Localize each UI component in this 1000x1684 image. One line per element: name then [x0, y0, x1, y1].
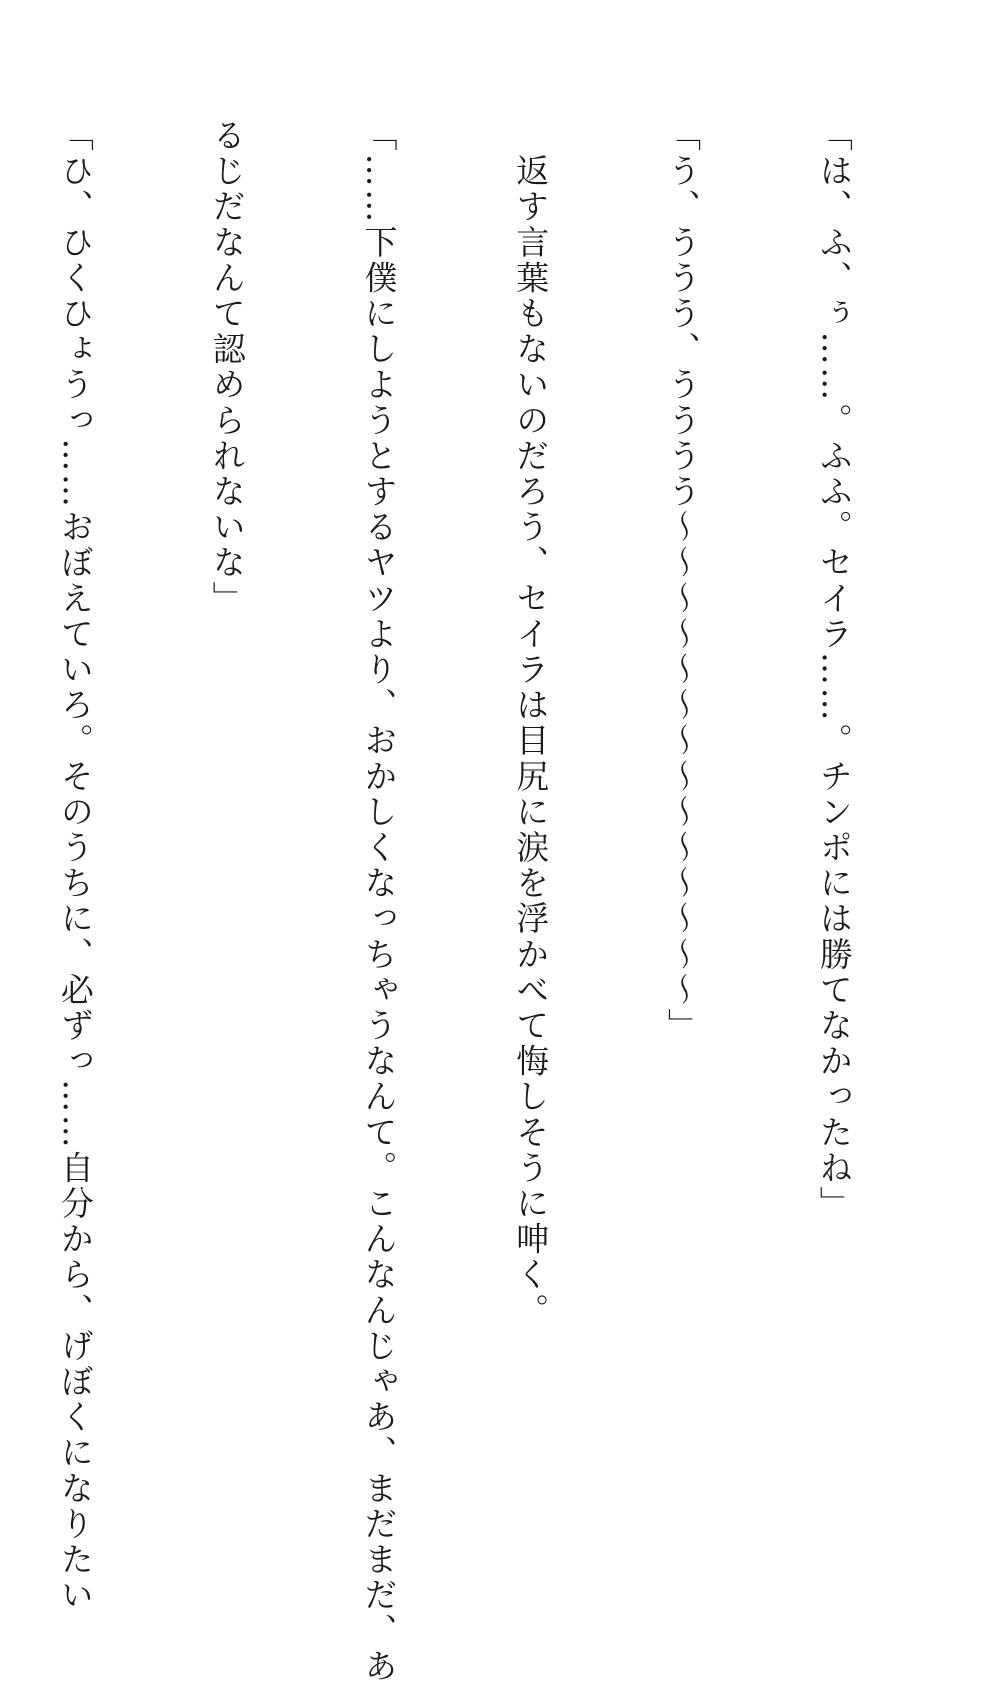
text-line: 返す言葉もないのだろう、セイラは目尻に涙を浮かべて悔しそうに呻く。	[511, 118, 551, 1329]
text-line: 「……下僕にしようとするヤツより、おかしくなっちゃうなんて。こんなんじゃあ、まだまだ、あ	[359, 118, 399, 1684]
text-line: 「ひ、ひくひょうっ……おぼえていろ。そのうちに、必ずっ……自分から、げぼくになりたい	[55, 118, 95, 1614]
text-line: 「う、ううう、うううう〜〜〜〜〜〜〜〜〜〜〜〜〜〜」	[663, 118, 703, 1044]
text-line: るじだなんて認められないな」	[207, 118, 247, 617]
vertical-text-body	[20, 118, 960, 1684]
text-line: 「は、ふ、ぅ……。ふふ。セイラ……。チンポには勝てなかったね」	[814, 118, 854, 1222]
